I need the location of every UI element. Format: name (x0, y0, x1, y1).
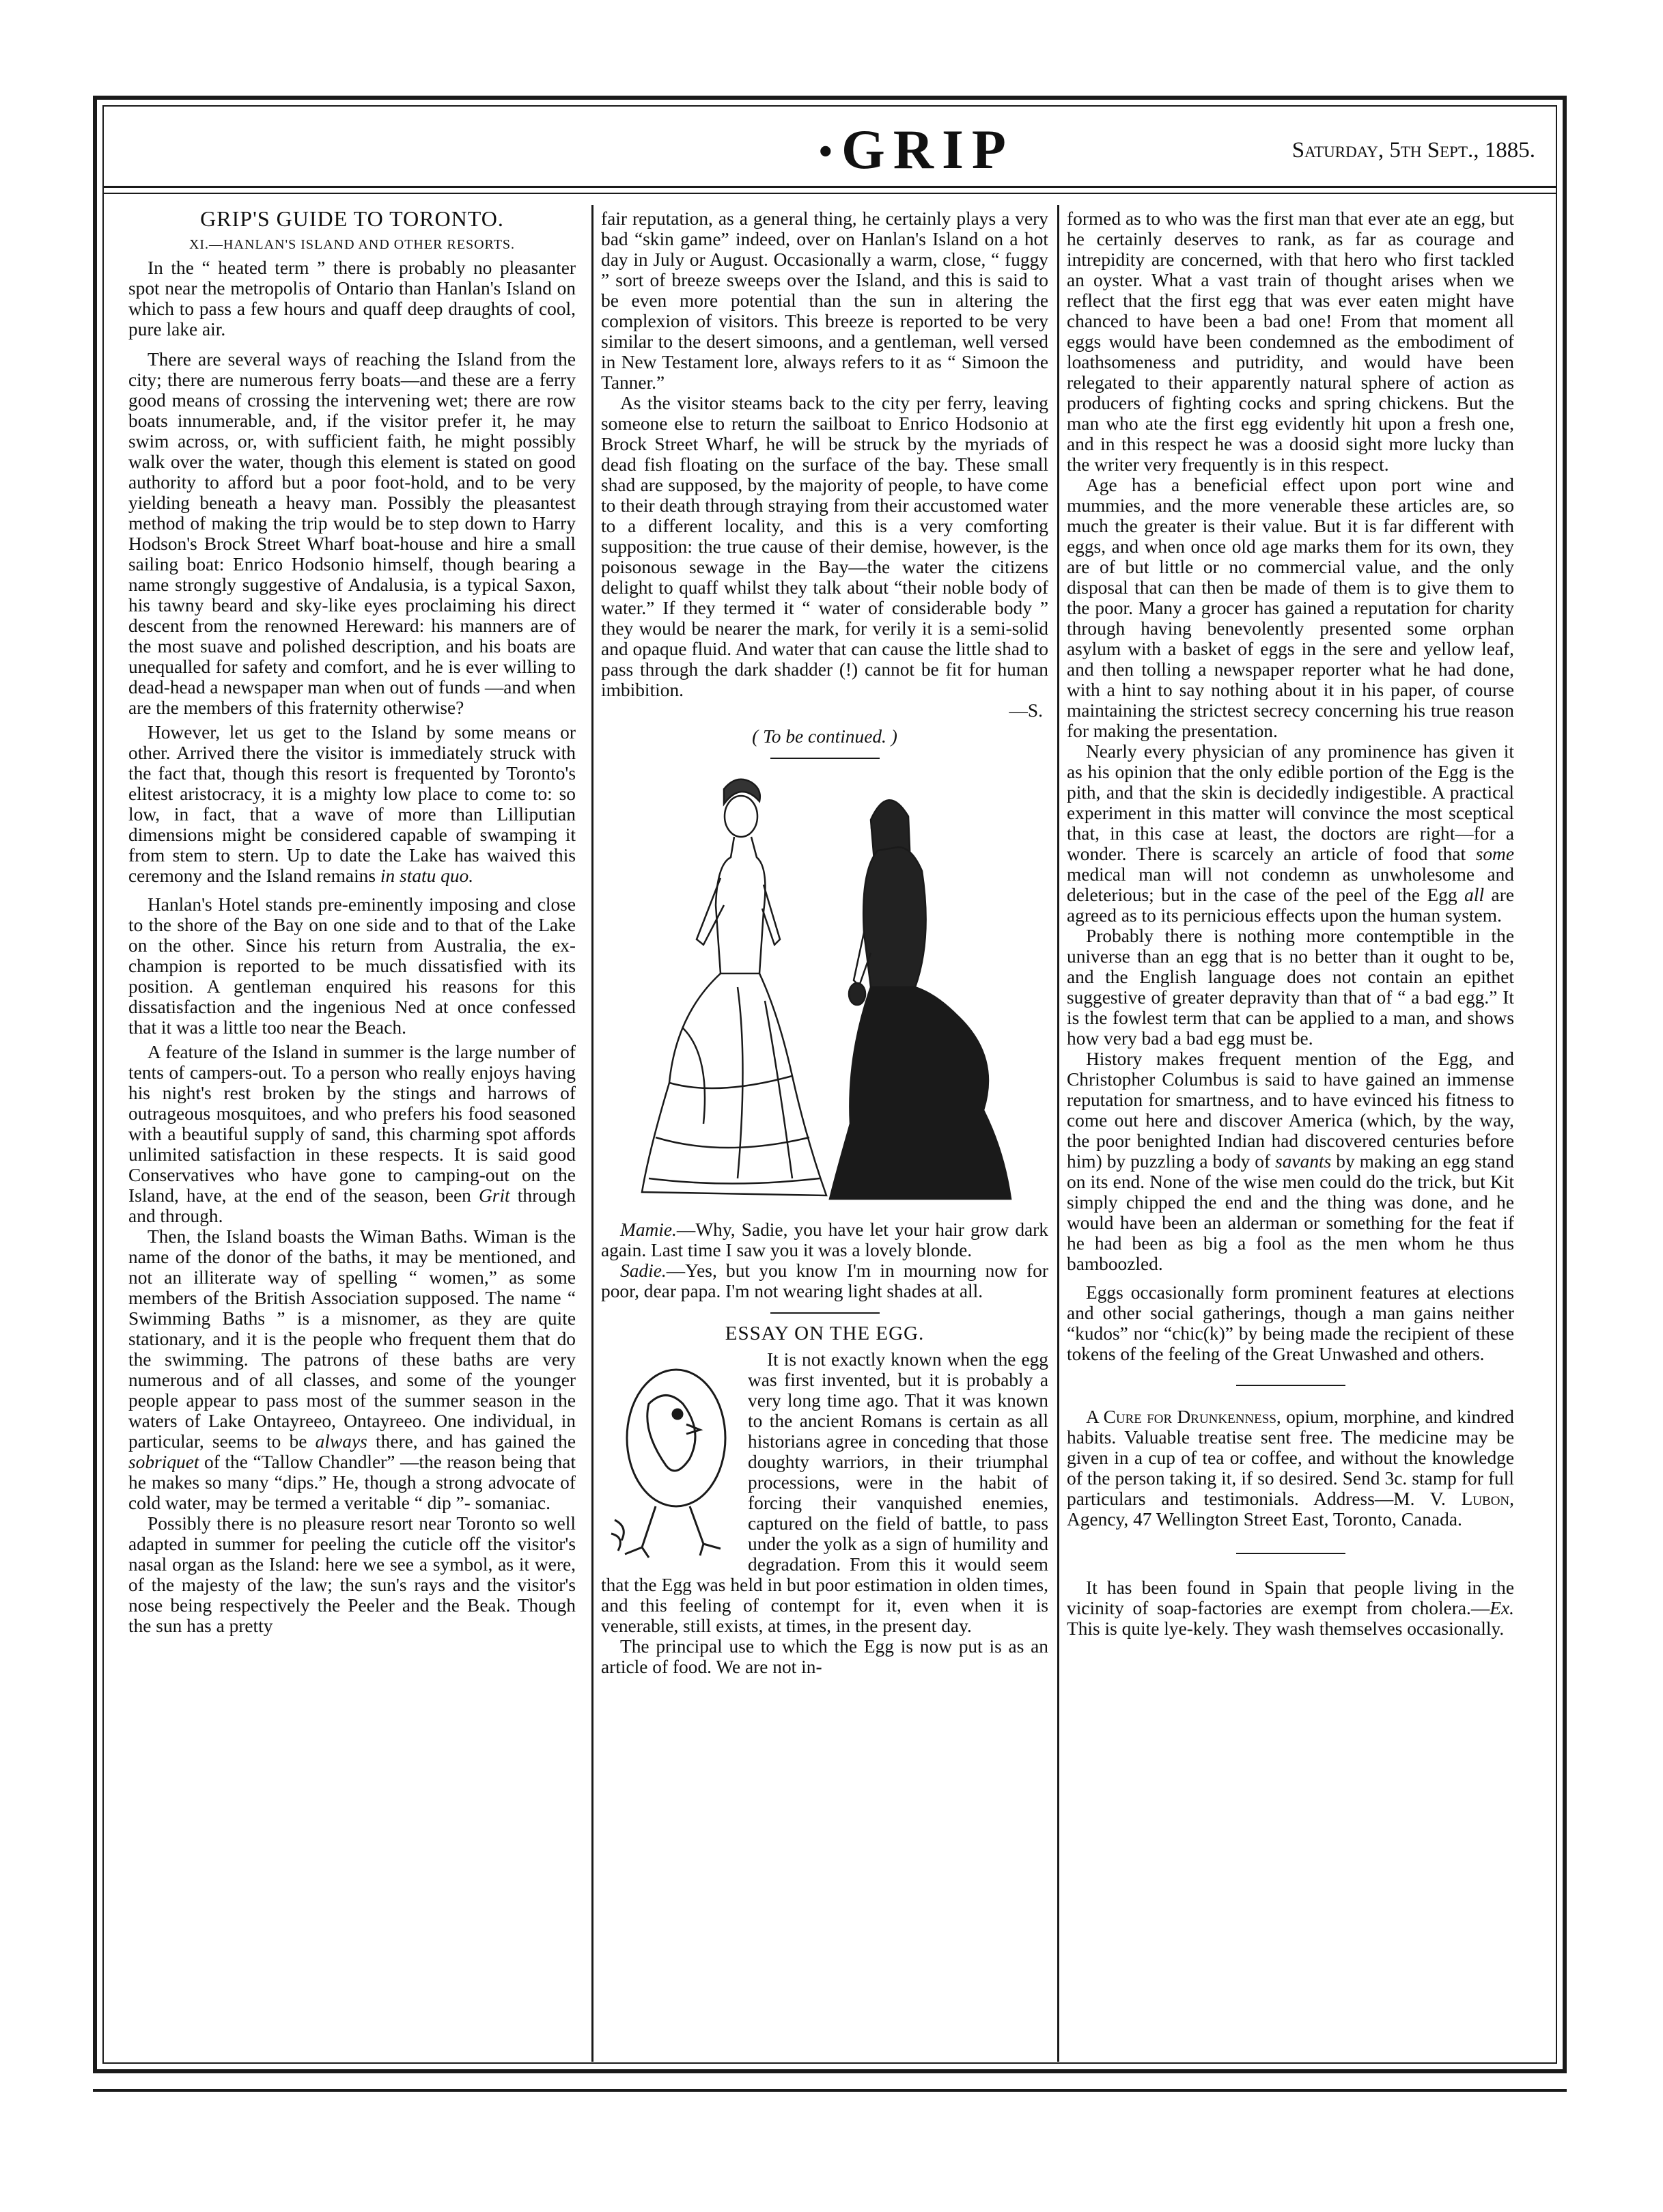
continued-note: ( To be continued. ) (752, 726, 897, 747)
cartoon-drawing (601, 769, 1048, 1213)
paragraph: fair reputation, as a general thing, he certainly plays a very bad “skin game” indeed, over on Hanlan's Island on a hot day in July or August. Occasionally a warm, close, “ fuggy ” sort of breeze sweeps over the Island, and this is said to be even more potential than the sun in altering the complexion of visitors. This breeze is reported to be very similar to the desert simoons, and a gentleman, well versed in New Testament lore, always refers to it as “ Simoon the Tanner.” (601, 208, 1048, 393)
issue-date: Saturday, 5th Sept., 1885. (1291, 138, 1535, 163)
masthead-rule-top (104, 186, 1556, 188)
paragraph: Hanlan's Hotel stands pre-eminently imposing and close to the shore of the Bay on one side and to that of the Lake on the other. Since his return from Australia, the ex-champion is reported to be much dissatisfied with its position. A gentleman enquired his reasons for this dissatisfaction and the ingenious Ned at once confessed that it was a little too near the Beach. (128, 894, 576, 1038)
egg-essay-body (601, 1349, 1048, 1677)
masthead (104, 109, 1556, 178)
paragraph: It is not exactly known when the egg was first invented, but it is probably a very long time ago. That it was known to the ancient Romans is certain as all historians agree in conceding that those doughty warriors, in their triumphal processions, were in the habit of forcing their vanquished enemies, captured on the field of battle, to pass under the yolk as a sign of humility and degradation. From this it would seem that the Egg was held in but poor estimation in olden times, and this feeling of contempt for it, even when it is venerable, still exists, at times, in the present day. (601, 1349, 1048, 1636)
article-heading-egg: ESSAY ON THE EGG. (725, 1323, 925, 1344)
masthead-dot: • (819, 130, 833, 173)
article-heading-toronto: GRIP'S GUIDE TO TORONTO. (200, 206, 504, 231)
article-subheading: XI.—HANLAN'S ISLAND AND OTHER RESORTS. (188, 237, 516, 252)
egg-character-drawing (601, 1349, 741, 1561)
advertisement-drunkenness-cure (1067, 1407, 1514, 1530)
cartoon-illustration-mamie-sadie (601, 769, 1048, 1213)
paragraph-soap-factories: It has been found in Spain that people living in the vicinity of soap-factories are exempt from cholera.—Ex. This is quite lye-kely. They wash themselves occasionally. (1067, 1577, 1514, 1639)
paragraph: Age has a beneficial effect upon port wine and mummies, and the more venerable these articles are, so much the greater is their value. But it is far different with eggs, and when once old age marks them for its own, they are of but little or no commercial value, and the only disposal that can then be made of them is to give them to the poor. Many a grocer has gained a reputation for charity through having benevolently presented some orphan asylum with a basket of eggs in the sere and yellow leaf, and then tolling a newspaper reporter what he had done, with a hint to say nothing about it in his paper, of course maintaining the strictest secrecy concerning his true reason for making the presentation. (1067, 475, 1514, 741)
column-2 (601, 208, 1048, 1677)
masthead-rule-bottom (104, 193, 1556, 194)
column-rule-2 (1057, 205, 1059, 2062)
signature: —S. (1009, 700, 1043, 721)
paragraph: Probably there is nothing more contemptible in the universe than an egg that is no better than it ought to be, and the English language does not contain an epithet suggestive of greater depravity than that of “ a bad egg.” It is the fowlest term that can be applied to a man, and shows how very bad a bad egg must be. (1067, 926, 1514, 1049)
ad-text: A Cure for Drunkenness, opium, morphine, and kindred habits. Valuable treatise sent free. The medicine may be given in a cup of tea or coffee, and without the knowledge of the person taking it, if so desired. Send 3c. stamp for full particulars and testimonials. Address—M. V. Lubon, Agency, 47 Wellington Street East, Toronto, Canada. (1067, 1407, 1515, 1530)
egg-illustration (601, 1349, 741, 1561)
bottom-rule (93, 2089, 1567, 2092)
column-rule-1 (591, 205, 593, 2062)
paragraph: There are several ways of reaching the Island from the city; there are numerous ferry boats—and these are a ferry good means of crossing the intervening wet; there are row boats innumerable, and, if the visitor prefer it, he may swim across, or, with sufficient faith, he might possibly walk over the water, though this element is stated on good authority to afford but a poor foot-hold, and to be very yielding beneath a heavy man. Possibly the pleasantest method of making the trip would be to step down to Harry Hodson's Brock Street Wharf boat-house and hire a small sailing boat: Enrico Hodsonio himself, though bearing a name strongly suggestive of Andalusia, is a typical Saxon, his tawny beard and sky-like eyes proclaiming his direct descent from the renowned Hereward: his manners are of the most suave and polished description, and his boats are unequalled for safety and comfort, and he is ever willing to dead-head a newspaper man when out of funds —and when are the members of this fraternity otherwise? (128, 349, 576, 718)
divider (770, 758, 880, 759)
paragraph: In the “ heated term ” there is probably no pleasanter spot near the metropolis of Ontario than Hanlan's Island on which to pass a few hours and quaff deep draughts of cool, pure lake air. (128, 258, 576, 340)
caption-line-mamie: Mamie.—Why, Sadie, you have let your hair grow dark again. Last time I saw you it was a lovely blonde. (601, 1219, 1048, 1260)
paragraph: However, let us get to the Island by some means or other. Arrived there the visitor is immediately struck with the fact that, though this resort is frequented by Toronto's elitest aristocracy, it is a mighty low place to come to: so low, in fact, that a wave of more than Lilliputian dimensions might be considered capable of swamping it from stem to stern. Up to date the Lake has waived this ceremony and the Island remains in statu quo. (128, 722, 576, 886)
paragraph: A feature of the Island in summer is the large number of tents of campers-out. To a person who really enjoys having his night's rest broken by the stings and harrows of outrageous mosquitoes, and who prefers his food seasoned with a beautiful supply of sand, this charming spot affords unlimited satisfaction in these respects. It is said good Conservatives who have gone to camping-out on the Island, have, at the end of the season, been Grit through and through. (128, 1042, 576, 1226)
paragraph: Eggs occasionally form prominent features at elections and other social gatherings, though a man gains neither “kudos” nor “chic(k)” by being made the recipient of these tokens of the feeling of the Great Unwashed and others. (1067, 1282, 1514, 1364)
paragraph: Possibly there is no pleasure resort near Toronto so well adapted in summer for peeling the cuticle off the visitor's nasal organ as the Island: here we see a symbol, as it were, of the majesty of the law; the sun's rays and the visitor's nose being respectively the Peeler and the Beak. Though the sun has a pretty (128, 1513, 576, 1636)
paragraph: History makes frequent mention of the Egg, and Christopher Columbus is said to have gained an immense reputation for smartness, and to have evinced his fitness to come out here and discover America (which, by the way, the poor benighted Indian had discovered centuries before him) by puzzling a body of savants by making an egg stand on its end. None of the wise men could do the trick, but Kit simply chipped the end and the thing was done, and he would have been an alderman or something for the feat if he had been as big a fool as the men whom he thus bamboozled. (1067, 1049, 1514, 1274)
divider (1236, 1553, 1345, 1554)
masthead-title: GRIP (841, 118, 1014, 180)
paragraph: Nearly every physician of any prominence has given it as his opinion that the only edible portion of the Egg is the pith, and that the skin is decidedly indigestible. A practical experiment in this matter will convince the most sceptical that, in this case at least, the doctors are right—for a wonder. There is scarcely an article of food that some medical man will not condemn as unwholesome and deleterious; but in the case of the peel of the Egg all are agreed as to its pernicious effects upon the human system. (1067, 741, 1514, 926)
paragraph: formed as to who was the first man that ever ate an egg, but he certainly deserves to rank, as far as courage and intrepidity are concerned, with that hero who first tackled an oyster. What a vast train of thought arises when we reflect that the first egg that was ever eaten might have chanced to have been a bad one! From that moment all eggs would have been condemned as the embodiment of loathsomeness and putridity, and would have been relegated to their apparently natural sphere of action as producers of fighting cocks and spring chickens. But the man who ate the first egg evidently hit upon a fresh one, and in this respect he was a doosid sight more lucky than the writer very frequently is in this respect. (1067, 208, 1514, 475)
paragraph: As the visitor steams back to the city per ferry, leaving someone else to return the sailboat to Enrico Hodsonio at Brock Street Wharf, he will be struck by the myriads of dead fish floating on the surface of the bay. These small shad are supposed, by the majority of people, to have come to their death through straying from their accustomed water to a different locality, and this is a very comforting supposition: the true cause of their demise, however, is the poisonous sewage in the Bay—the water the citizens delight to quaff whilst they talk about “their noble body of water.” If they termed it “ water of considerable body ” they would be nearer the mark, for verily it is a semi-solid and opaque fluid. And water that can cause the little shad to pass through the dark shadder (!) cannot be fit for human imbibition. (601, 393, 1048, 700)
paragraph: The principal use to which the Egg is now put is as an article of food. We are not in- (601, 1636, 1048, 1677)
column-1 (128, 208, 576, 1636)
divider (770, 1312, 880, 1314)
caption-line-sadie: Sadie.—Yes, but you know I'm in mourning now for poor, dear papa. I'm not wearing light shades at all. (601, 1260, 1048, 1301)
cartoon-caption (601, 1219, 1048, 1301)
divider (1236, 1385, 1345, 1386)
paragraph: Then, the Island boasts the Wiman Baths. Wiman is the name of the donor of the baths, it may be mentioned, and not an illiterate way of spelling “ women,” as some members of the British Association supposed. The name “ Swimming Baths ” is a misnomer, as they are quite stationary, and it is the people who frequent them that do the swimming. The patrons of these baths are very numerous and of all classes, and some of the younger people appear to pass most of the summer season in the waters of Lake Ontayreeo, Ontayreeo. One individual, in particular, seems to be always there, and has gained the sobriquet of the “Tallow Chandler” —the reason being that he makes so many “dips.” He, though a strong advocate of cold water, may be termed a veritable “ dip ”- somaniac. (128, 1226, 576, 1513)
column-3 (1067, 208, 1514, 1639)
